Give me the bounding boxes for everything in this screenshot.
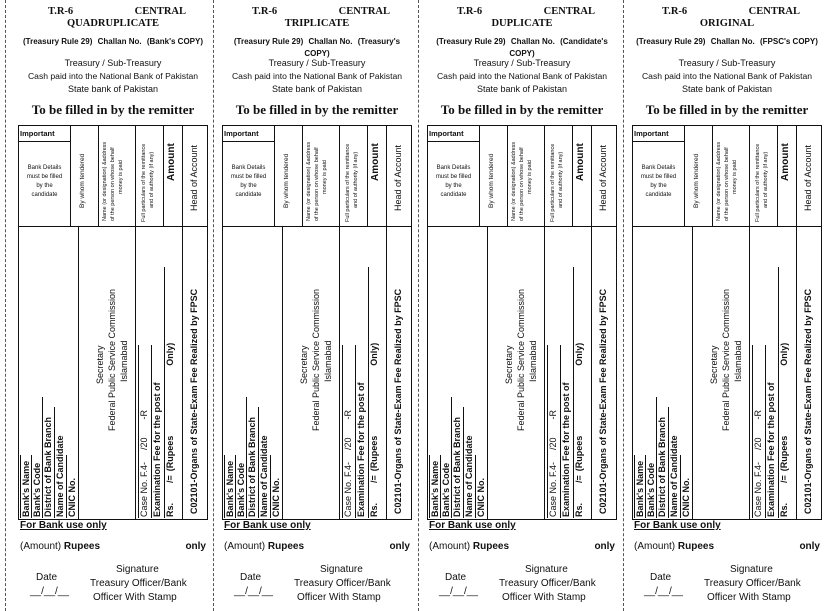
amount-label-foot: (Amount) (634, 541, 676, 552)
rs-label: Rs. (165, 502, 175, 517)
fpsc-text: Federal Public Service Commission (107, 288, 117, 431)
amount-label-foot: (Amount) (224, 541, 266, 552)
head-code-cell (183, 226, 207, 519)
head-account-cell (797, 126, 821, 226)
head-account-cell (592, 126, 616, 226)
secretary-text: Secretary (95, 345, 105, 384)
exam-fee: Examination Fee for the post of (151, 345, 162, 518)
by-whom-label: By whom tendered (693, 153, 700, 208)
rs-line (164, 267, 175, 518)
field-bank-code: Bank's Code (645, 455, 656, 518)
amount-cell (573, 126, 592, 226)
head-code-cell (592, 226, 616, 519)
name-designation-l2: of the person on whose behalf (519, 147, 525, 221)
central-label: CENTRAL (543, 6, 595, 17)
field-cnic: CNIC No. (270, 455, 281, 518)
cut-line (418, 0, 419, 611)
challan-no: Challan No. (710, 37, 755, 46)
field-cnic: CNIC No. (66, 455, 77, 518)
rs-slash: /= (165, 475, 175, 483)
islamabad-text: Islamabad (323, 340, 333, 382)
amount-row (427, 541, 617, 552)
bank-details-l1: Bank Details (641, 165, 676, 171)
name-designation-cell (99, 126, 136, 226)
bank-details-l3: by the (36, 183, 53, 189)
head-code: C02101-Organs of State-Exam Fee Realized by FPSC (189, 288, 199, 514)
bank-use-label: For Bank use only (429, 520, 516, 531)
field-bank-code: Bank's Code (31, 455, 42, 518)
state-bank-line: State bank of Pakistan (681, 84, 773, 94)
form-number: T.R-6 (457, 6, 483, 17)
body-row (633, 226, 821, 519)
cash-paid-line: Cash paid into the National Bank of Pakistan (641, 71, 813, 81)
case-year: /20 (753, 437, 763, 450)
islamabad-text: Islamabad (119, 340, 129, 382)
state-bank-line: State bank of Pakistan (271, 84, 363, 94)
fill-title: To be filled in by the remitter (235, 102, 399, 117)
challan-copy-duplicate (427, 0, 617, 611)
challan-copy-original (632, 0, 822, 611)
form-number: T.R-6 (252, 6, 278, 17)
field-candidate: Name of Candidate (54, 407, 65, 518)
only-label: Only) (574, 342, 584, 366)
treasury-line: Treasury / Sub-Treasury (268, 58, 366, 68)
treasury-block (427, 57, 617, 96)
exam-fee: Examination Fee for the post of (765, 345, 776, 518)
body-row (223, 226, 411, 519)
name-designation-l3: money is paid (322, 160, 328, 194)
form-number: T.R-6 (48, 6, 74, 17)
name-designation-l3: money is paid (118, 160, 124, 194)
only-foot: only (799, 541, 820, 552)
case-no-label: Case No. F.4- (343, 461, 353, 517)
name-designation-cell (303, 126, 340, 226)
by-whom-label: By whom tendered (283, 153, 290, 208)
bank-use-label: For Bank use only (20, 520, 107, 531)
copy-label: (Treasury's COPY) (304, 37, 401, 58)
particulars-l2: and of authority (if any) (763, 151, 769, 208)
field-bank-name: Bank's Name (224, 455, 235, 518)
case-no (138, 345, 149, 518)
state-bank-line: State bank of Pakistan (476, 84, 568, 94)
name-designation-l1: Name (or designation) &address (306, 141, 312, 221)
challan-copy-quadruplicate (18, 0, 208, 611)
secretary-text: Secretary (709, 345, 719, 384)
field-candidate: Name of Candidate (258, 407, 269, 518)
form-title (18, 6, 208, 30)
head-code-cell (387, 226, 411, 519)
rupees-foot: Rupees (677, 541, 715, 552)
bank-details-cell (19, 126, 71, 226)
form-title (222, 6, 412, 30)
bank-details-l3: by the (445, 183, 462, 189)
remittance-table (632, 125, 822, 520)
rs-slash: /= (369, 475, 379, 483)
particulars-l1: Full particulars of the remittance (345, 143, 351, 222)
amount-row (632, 541, 822, 552)
case-no (342, 345, 353, 518)
only-label: Only) (369, 342, 379, 366)
cut-line (213, 0, 214, 611)
officer-stamp-label: Officer With Stamp (297, 592, 381, 603)
amount-row (18, 541, 208, 552)
case-r: -R (343, 409, 353, 420)
name-designation-l2: of the person on whose behalf (110, 147, 116, 221)
state-bank-line: State bank of Pakistan (67, 84, 159, 94)
islamabad-text: Islamabad (528, 340, 538, 382)
signature-label: Signature (320, 564, 363, 575)
bank-fields-cell (428, 226, 488, 519)
rupees-foot: Rupees (63, 541, 101, 552)
bank-fields-cell (223, 226, 283, 519)
copy-kind: TRIPLICATE (284, 18, 350, 29)
name-designation-l1: Name (or designation) &address (716, 141, 722, 221)
particulars-l2: and of authority (if any) (353, 151, 359, 208)
rs-line (778, 267, 789, 518)
field-bank-name: Bank's Name (634, 455, 645, 518)
bank-details-l2: must be filled (230, 174, 267, 180)
challan-no: Challan No. (97, 37, 142, 46)
only-foot: only (594, 541, 615, 552)
bank-fields-cell (19, 226, 79, 519)
bank-details-note (19, 164, 70, 200)
cash-paid-line: Cash paid into the National Bank of Pakistan (27, 71, 199, 81)
important-label: Important (19, 126, 71, 142)
signature-label: Signature (116, 564, 159, 575)
case-cell (750, 226, 797, 519)
field-district: District of Bank Branch (451, 397, 462, 518)
central-label: CENTRAL (134, 6, 186, 17)
treasury-rule: (Treasury Rule 29) (23, 37, 93, 46)
field-bank-name: Bank's Name (429, 455, 440, 518)
rs-slash: /= (574, 475, 584, 483)
field-district: District of Bank Branch (246, 397, 257, 518)
amount-label: Amount (166, 143, 177, 181)
field-cnic: CNIC No. (475, 455, 486, 518)
rs-label: Rs. (574, 502, 584, 517)
treasury-officer-label: Treasury Officer/Bank (704, 578, 801, 589)
fill-title: To be filled in by the remitter (645, 102, 809, 117)
treasury-line: Treasury / Sub-Treasury (678, 58, 776, 68)
amount-label: Amount (575, 143, 586, 181)
rupees-foot: Rupees (267, 541, 305, 552)
field-bank-code: Bank's Code (235, 455, 246, 518)
copy-label: (Candidate's COPY) (509, 37, 608, 58)
officer-stamp-label: Officer With Stamp (502, 592, 586, 603)
only-foot: only (185, 541, 206, 552)
bank-details-cell (633, 126, 685, 226)
form-number: T.R-6 (662, 6, 688, 17)
date-label: Date (240, 572, 262, 583)
treasury-rule: (Treasury Rule 29) (636, 37, 706, 46)
particulars-cell (340, 126, 368, 226)
exam-fee: Examination Fee for the post of (355, 345, 366, 518)
header-row (428, 126, 616, 227)
cash-paid-line: Cash paid into the National Bank of Pakistan (231, 71, 403, 81)
field-bank-code: Bank's Code (440, 455, 451, 518)
name-designation-cell (713, 126, 750, 226)
payee-cell (488, 226, 545, 519)
bank-details-l1: Bank Details (231, 165, 266, 171)
cut-line (623, 0, 624, 611)
secretary-text: Secretary (299, 345, 309, 384)
by-whom-label: By whom tendered (488, 153, 495, 208)
bank-fields-cell (633, 226, 693, 519)
amount-row (222, 541, 412, 552)
name-designation-l1: Name (or designation) &address (511, 141, 517, 221)
head-account-label: Head of Account (393, 144, 403, 211)
particulars-l1: Full particulars of the remittance (141, 143, 147, 222)
head-code-cell (797, 226, 821, 519)
treasury-rule: (Treasury Rule 29) (233, 37, 304, 46)
remittance-table (427, 125, 617, 520)
case-cell (136, 226, 183, 519)
signature-label: Signature (525, 564, 568, 575)
header-row (633, 126, 821, 227)
bank-details-l1: Bank Details (436, 165, 471, 171)
important-label: Important (428, 126, 480, 142)
case-year: /20 (139, 437, 149, 450)
amount-label-foot: (Amount) (429, 541, 471, 552)
particulars-l1: Full particulars of the remittance (550, 143, 556, 222)
name-designation-l3: money is paid (732, 160, 738, 194)
important-label: Important (223, 126, 275, 142)
field-district: District of Bank Branch (656, 397, 667, 518)
particulars-l2: and of authority (if any) (149, 151, 155, 208)
secretary-text: Secretary (504, 345, 514, 384)
payee-cell (283, 226, 340, 519)
rule-line (18, 36, 208, 48)
bank-use-label: For Bank use only (224, 520, 311, 531)
bank-details-note (428, 164, 479, 200)
name-designation-l2: of the person on whose behalf (724, 147, 730, 221)
rupees-label: (Rupees (779, 435, 789, 472)
cut-line (5, 0, 6, 611)
fpsc-text: Federal Public Service Commission (721, 288, 731, 431)
bank-details-l4: candidate (440, 192, 467, 198)
bank-details-l4: candidate (31, 192, 58, 198)
particulars-l2: and of authority (if any) (558, 151, 564, 208)
head-account-label: Head of Account (598, 144, 608, 211)
treasury-block (18, 57, 208, 96)
only-label: Only) (779, 342, 789, 366)
amount-cell (368, 126, 387, 226)
officer-stamp-label: Officer With Stamp (93, 592, 177, 603)
case-r: -R (548, 409, 558, 420)
rs-label: Rs. (779, 502, 789, 517)
copy-kind: ORIGINAL (699, 18, 755, 29)
form-title (427, 6, 617, 30)
case-cell (545, 226, 592, 519)
treasury-officer-label: Treasury Officer/Bank (90, 578, 187, 589)
islamabad-text: Islamabad (733, 340, 743, 382)
case-no (547, 345, 558, 518)
copy-label: (FPSC's COPY) (759, 37, 818, 46)
amount-cell (164, 126, 183, 226)
challan-copy-triplicate (222, 0, 412, 611)
head-code: C02101-Organs of State-Exam Fee Realized by FPSC (803, 288, 813, 514)
date-label: Date (36, 572, 58, 583)
amount-label: Amount (780, 143, 791, 181)
particulars-cell (750, 126, 778, 226)
copy-kind: DUPLICATE (491, 18, 553, 29)
name-designation-l2: of the person on whose behalf (314, 147, 320, 221)
head-code: C02101-Organs of State-Exam Fee Realized by FPSC (393, 288, 403, 514)
copy-label: (Bank's COPY) (146, 37, 203, 46)
rs-label: Rs. (369, 502, 379, 517)
bank-details-l2: must be filled (640, 174, 677, 180)
case-no-label: Case No. F.4- (753, 461, 763, 517)
header-row (223, 126, 411, 227)
header-row (19, 126, 207, 227)
bank-details-l4: candidate (235, 192, 262, 198)
rupees-label: (Rupees (165, 435, 175, 472)
rupees-foot: Rupees (472, 541, 510, 552)
central-label: CENTRAL (338, 6, 390, 17)
amount-label-foot: (Amount) (20, 541, 62, 552)
bank-details-l2: must be filled (435, 174, 472, 180)
exam-fee: Examination Fee for the post of (560, 345, 571, 518)
field-candidate: Name of Candidate (668, 407, 679, 518)
bank-details-l1: Bank Details (27, 165, 62, 171)
by-whom-cell (275, 126, 303, 226)
rs-slash: /= (779, 475, 789, 483)
case-r: -R (753, 409, 763, 420)
head-account-label: Head of Account (189, 144, 199, 211)
treasury-officer-label: Treasury Officer/Bank (499, 578, 596, 589)
by-whom-cell (480, 126, 508, 226)
cash-paid-line: Cash paid into the National Bank of Pakistan (436, 71, 608, 81)
bank-details-note (633, 164, 684, 200)
case-no (752, 345, 763, 518)
fill-title: To be filled in by the remitter (31, 102, 195, 117)
name-designation-cell (508, 126, 545, 226)
by-whom-cell (71, 126, 99, 226)
treasury-line: Treasury / Sub-Treasury (64, 58, 162, 68)
payee-cell (79, 226, 136, 519)
bank-details-cell (223, 126, 275, 226)
treasury-officer-label: Treasury Officer/Bank (294, 578, 391, 589)
important-label: Important (633, 126, 685, 142)
form-title (632, 6, 822, 30)
name-designation-l3: money is paid (527, 160, 533, 194)
by-whom-cell (685, 126, 713, 226)
date-label: Date (445, 572, 467, 583)
bank-details-note (223, 164, 274, 200)
case-year: /20 (548, 437, 558, 450)
particulars-cell (545, 126, 573, 226)
field-district: District of Bank Branch (42, 397, 53, 518)
officer-stamp-label: Officer With Stamp (707, 592, 791, 603)
bank-details-l4: candidate (645, 192, 672, 198)
date-blank: __/__/__ (234, 586, 273, 597)
date-blank: __/__/__ (644, 586, 683, 597)
by-whom-label: By whom tendered (79, 153, 86, 208)
amount-label: Amount (370, 143, 381, 181)
head-code: C02101-Organs of State-Exam Fee Realized by FPSC (598, 288, 608, 514)
bank-use-label: For Bank use only (634, 520, 721, 531)
case-cell (340, 226, 387, 519)
body-row (19, 226, 207, 519)
challan-no: Challan No. (510, 37, 555, 46)
head-account-cell (387, 126, 411, 226)
case-no-label: Case No. F.4- (548, 461, 558, 517)
rule-line (632, 36, 822, 48)
head-account-cell (183, 126, 207, 226)
case-year: /20 (343, 437, 353, 450)
date-blank: __/__/__ (439, 586, 478, 597)
copy-kind: QUADRUPLICATE (67, 18, 159, 29)
field-bank-name: Bank's Name (20, 455, 31, 518)
rupees-label: (Rupees (369, 435, 379, 472)
remittance-table (222, 125, 412, 520)
challan-no: Challan No. (308, 37, 353, 46)
case-no-label: Case No. F.4- (139, 461, 149, 517)
date-label: Date (650, 572, 672, 583)
case-r: -R (139, 409, 149, 420)
head-account-label: Head of Account (803, 144, 813, 211)
only-label: Only) (165, 342, 175, 366)
remittance-table (18, 125, 208, 520)
fill-title: To be filled in by the remitter (440, 102, 604, 117)
treasury-block (632, 57, 822, 96)
bank-details-l3: by the (650, 183, 667, 189)
particulars-cell (136, 126, 164, 226)
signature-label: Signature (730, 564, 773, 575)
field-candidate: Name of Candidate (463, 407, 474, 518)
fpsc-text: Federal Public Service Commission (311, 288, 321, 431)
amount-cell (778, 126, 797, 226)
treasury-rule: (Treasury Rule 29) (436, 37, 506, 46)
only-foot: only (389, 541, 410, 552)
rupees-label: (Rupees (574, 435, 584, 472)
rs-line (573, 267, 584, 518)
bank-details-l2: must be filled (26, 174, 63, 180)
treasury-block (222, 57, 412, 96)
bank-details-cell (428, 126, 480, 226)
field-cnic: CNIC No. (680, 455, 691, 518)
name-designation-l1: Name (or designation) &address (102, 141, 108, 221)
payee-cell (693, 226, 750, 519)
rs-line (368, 267, 379, 518)
particulars-l1: Full particulars of the remittance (755, 143, 761, 222)
body-row (428, 226, 616, 519)
bank-details-l3: by the (240, 183, 257, 189)
treasury-line: Treasury / Sub-Treasury (473, 58, 571, 68)
central-label: CENTRAL (748, 6, 800, 17)
fpsc-text: Federal Public Service Commission (516, 288, 526, 431)
date-blank: __/__/__ (30, 586, 69, 597)
